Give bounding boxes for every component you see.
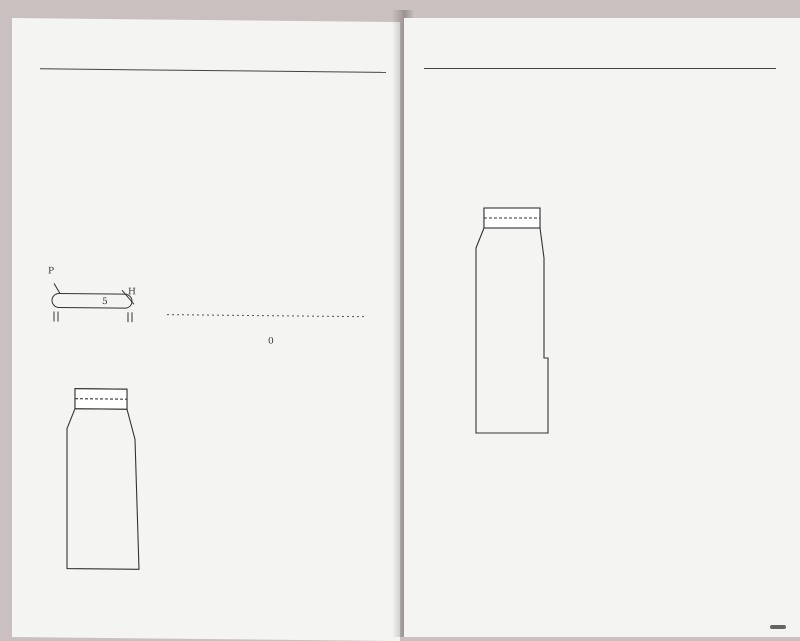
front-panel-diagram bbox=[57, 368, 167, 599]
label-five: 5 bbox=[102, 296, 108, 308]
front-text bbox=[158, 402, 393, 404]
back-panel-diagram bbox=[444, 188, 594, 458]
materials-block bbox=[76, 130, 400, 177]
header-rule bbox=[40, 68, 386, 73]
label-p: P bbox=[48, 266, 55, 277]
header-rule bbox=[424, 68, 776, 69]
carriage-icon bbox=[52, 283, 134, 322]
right-page bbox=[404, 18, 800, 637]
needle-divider bbox=[167, 315, 367, 317]
watermark-logo bbox=[770, 625, 786, 629]
needle-diagram bbox=[42, 263, 392, 347]
left-page bbox=[12, 18, 400, 641]
label-n: Н bbox=[128, 287, 136, 298]
label-zero: 0 bbox=[268, 336, 274, 347]
stitches-block bbox=[76, 204, 400, 236]
